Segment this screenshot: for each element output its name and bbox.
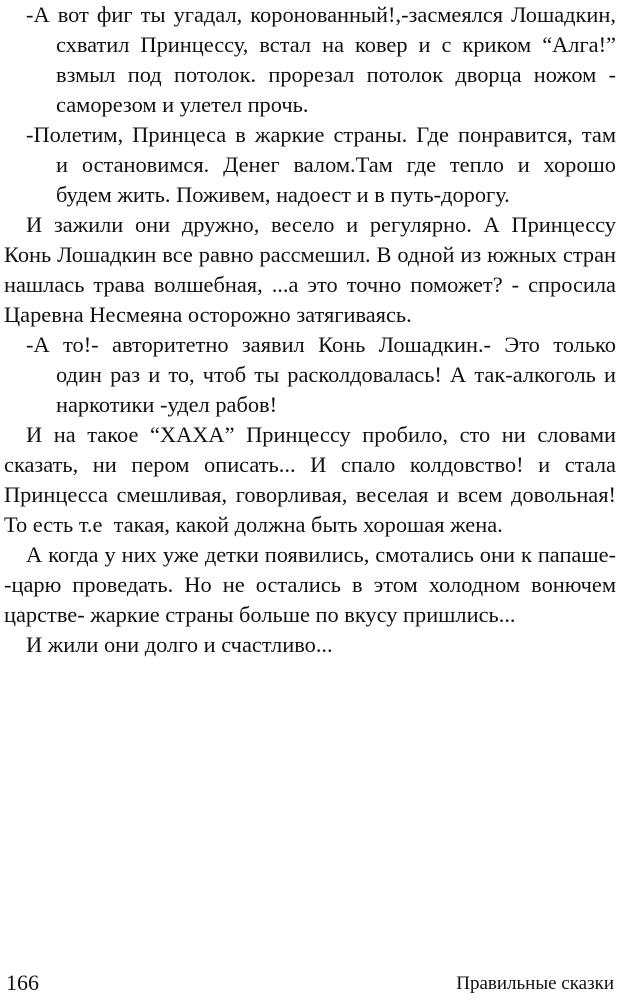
text-line: царстве- жаркие страны больше по вкусу пришлись... xyxy=(4,602,516,627)
text-line: И зажили они дружно, весело и регулярно. А Принцессу xyxy=(26,212,616,237)
text-line: -А то!- авторитетно заявил Конь Лошадкин.- Это только xyxy=(26,332,616,357)
text-line: сказать, ни пером описать... И спало колдовство! и стала xyxy=(4,452,616,477)
text-line: саморезом и улетел прочь. xyxy=(56,92,309,117)
text-line: будем жить. Поживем, надоест и в путь-дорогу. xyxy=(56,182,510,207)
text-line: один раз и то, чтоб ты расколдовалась! А так-алкоголь и xyxy=(56,362,616,387)
text-line: То есть т.е такая, какой должна быть хорошая жена. xyxy=(4,512,503,537)
text-line: И жили они долго и счастливо... xyxy=(26,632,333,657)
text-line: Принцесса смешливая, говорливая, веселая и всем довольная! xyxy=(4,482,616,507)
text-line: схватил Принцессу, встал на ковер и с криком “Алга!” xyxy=(56,32,616,57)
page-number: 166 xyxy=(6,970,39,995)
text-line: взмыл под потолок. прорезал потолок дворца ножом - xyxy=(56,62,616,87)
text-line: Конь Лошадкин все равно рассмешил. В одной из южных стран xyxy=(4,242,616,267)
running-title: Правильные сказки xyxy=(456,973,614,994)
text-line: -А вот фиг ты угадал, коронованный!,-засмеялся Лошадкин, xyxy=(26,2,616,27)
text-line: И на такое “ХАХА” Принцессу пробило, сто ни словами xyxy=(26,422,616,447)
text-line: -Полетим, Принцеса в жаркие страны. Где понравится, там xyxy=(26,122,616,147)
text-line: наркотики -удел рабов! xyxy=(56,392,278,417)
text-line: -царю проведать. Но не остались в этом холодном вонючем xyxy=(4,572,616,597)
text-line: нашлась трава волшебная, ...а это точно поможет? - спросила xyxy=(4,272,616,297)
text-line: и остановимся. Денег валом.Там где тепло и хорошо xyxy=(56,152,616,177)
text-line: Царевна Несмеяна осторожно затягиваясь. xyxy=(4,302,412,327)
text-line: А когда у них уже детки появились, смотались они к папаше- xyxy=(26,542,616,567)
